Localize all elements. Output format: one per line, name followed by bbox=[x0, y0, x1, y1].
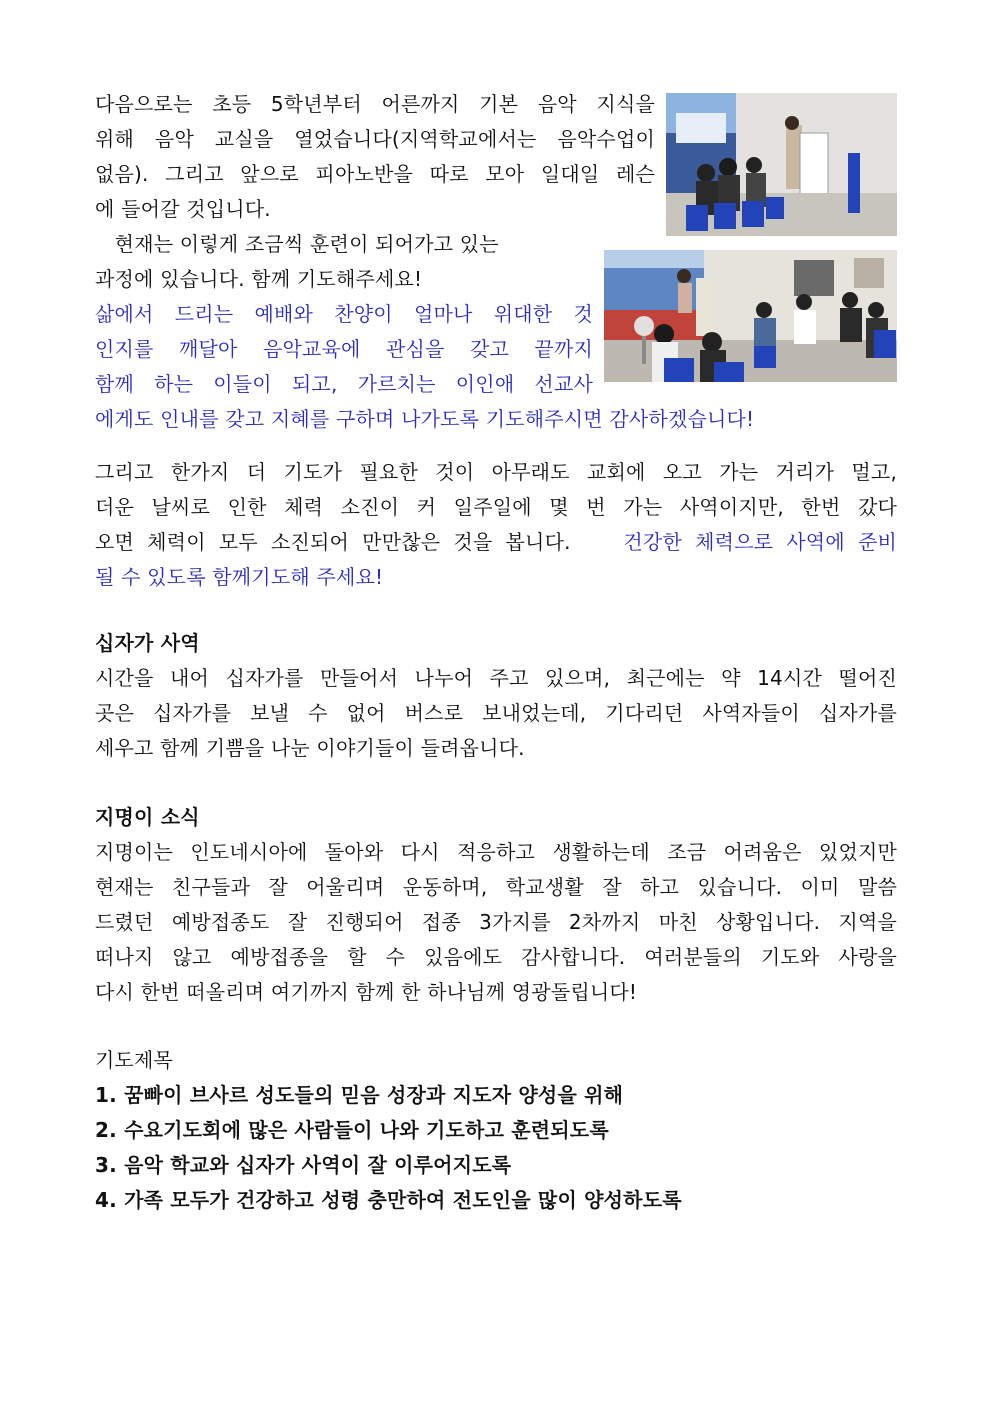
music-line-4: 에 들어갈 것입니다. bbox=[95, 197, 271, 221]
prayer-heading: 기도제목 bbox=[95, 1048, 174, 1072]
music-blue-line-2: 인지를 깨달아 음악교육에 관심을 갖고 끝까지 bbox=[95, 337, 593, 361]
distance-line-1: 그리고 한가지 더 기도가 필요한 것이 아무래도 교회에 오고 가는 거리가 멀고, bbox=[95, 460, 897, 484]
jimyung-line-4: 떠나지 않고 예방접종을 할 수 있음에도 감사합니다. 여러분들의 기도와 사랑을 bbox=[95, 945, 897, 969]
distance-line-3 bbox=[95, 525, 897, 560]
jimyung-line-1: 지명이는 인도네시아에 돌아와 다시 적응하고 생활하는데 조금 어려움은 있었지만 bbox=[95, 840, 897, 864]
prayer-item: 1. 꿈빠이 브사르 성도들의 믿음 성장과 지도자 양성을 위해 bbox=[95, 1083, 624, 1107]
distance-line-3-black: 오면 체력이 모두 소진되어 만만찮은 것을 봅니다. bbox=[95, 530, 578, 554]
cross-line-3: 세우고 함께 기쁨을 나눈 이야기들이 들려옵니다. bbox=[95, 736, 525, 760]
music-blue-line-1: 삶에서 드리는 예배와 찬양이 얼마나 위대한 것 bbox=[95, 302, 593, 326]
distance-line-2: 더운 날씨로 인한 체력 소진이 커 일주일에 몇 번 가는 사역이지만, 한번 갔다 bbox=[95, 495, 897, 519]
music-line-3: 없음). 그리고 앞으로 피아노반을 따로 모아 일대일 레슨 bbox=[95, 162, 655, 186]
music-blue-line-3: 함께 하는 이들이 되고, 가르치는 이인애 선교사 bbox=[95, 372, 593, 396]
music-line-5: 현재는 이렇게 조금씩 훈련이 되어가고 있는 bbox=[95, 232, 499, 256]
music-line-6: 과정에 있습니다. 함께 기도해주세요! bbox=[95, 267, 423, 291]
music-class-photo-2 bbox=[604, 250, 897, 382]
cross-line-2: 곳은 십자가를 보낼 수 없어 버스로 보내었는데, 기다리던 사역자들이 십자가를 bbox=[95, 701, 897, 725]
music-blue-line-4: 에게도 인내를 갖고 지혜를 구하며 나가도록 기도해주시면 감사하겠습니다! bbox=[95, 407, 755, 431]
distance-line-3-blue: 건강한 체력으로 사역에 준비 bbox=[623, 530, 897, 554]
jimyung-line-2: 현재는 친구들과 잘 어울리며 운동하며, 학교생활 잘 하고 있습니다. 이미 말씀 bbox=[95, 875, 897, 899]
jimyung-line-3: 드렸던 예방접종도 잘 진행되어 접종 3가지를 2차까지 마친 상황입니다. 지역을 bbox=[95, 910, 897, 934]
cross-heading: 십자가 사역 bbox=[95, 631, 200, 655]
jimyung-heading: 지명이 소식 bbox=[95, 805, 200, 829]
prayer-item: 4. 가족 모두가 건강하고 성령 충만하여 전도인을 많이 양성하도록 bbox=[95, 1188, 682, 1212]
music-line-1: 다음으로는 초등 5학년부터 어른까지 기본 음악 지식을 bbox=[95, 92, 655, 116]
jimyung-line-5: 다시 한번 떠올리며 여기까지 함께 한 하나님께 영광돌립니다! bbox=[95, 980, 638, 1004]
music-line-2: 위해 음악 교실을 열었습니다(지역학교에서는 음악수업이 bbox=[95, 127, 655, 151]
prayer-item: 3. 음악 학교와 십자가 사역이 잘 이루어지도록 bbox=[95, 1153, 512, 1177]
distance-line-4: 될 수 있도록 함께기도해 주세요! bbox=[95, 565, 384, 589]
cross-line-1: 시간을 내어 십자가를 만들어서 나누어 주고 있으며, 최근에는 약 14시간 떨어진 bbox=[95, 666, 897, 690]
music-class-photo-1 bbox=[666, 93, 897, 236]
prayer-item: 2. 수요기도회에 많은 사람들이 나와 기도하고 훈련되도록 bbox=[95, 1118, 609, 1142]
